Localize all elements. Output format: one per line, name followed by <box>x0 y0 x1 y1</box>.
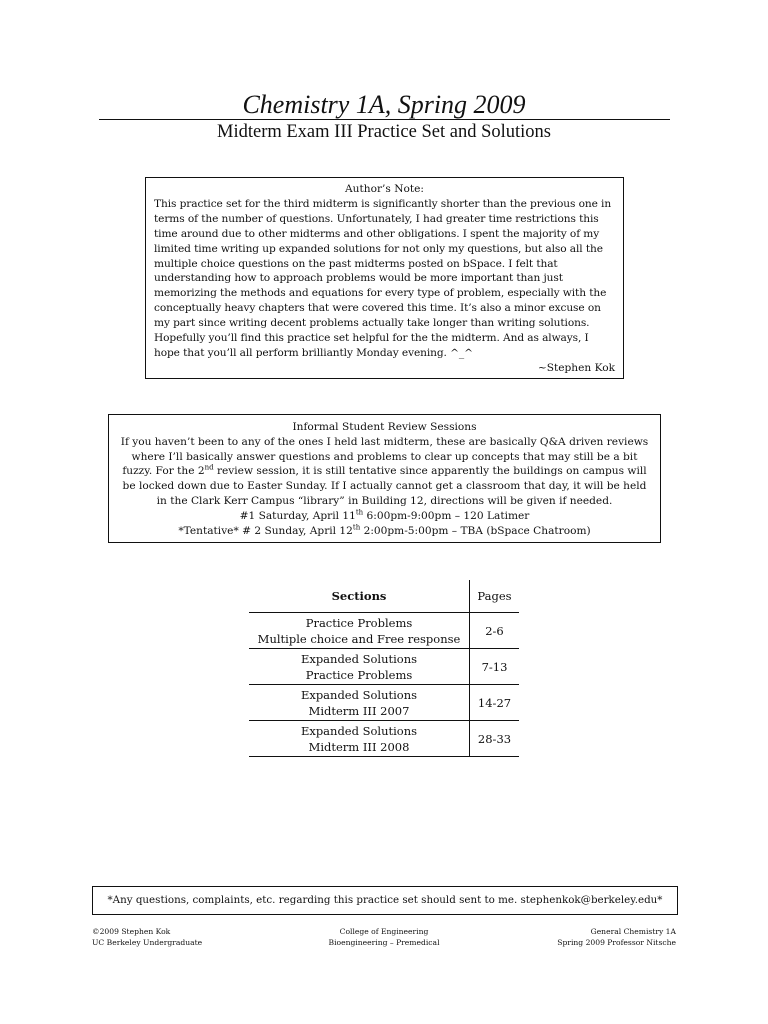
table-row <box>249 721 519 757</box>
section-line-2: Multiple choice and Free response <box>257 631 461 646</box>
section-cell <box>249 685 470 721</box>
footer-left <box>92 926 202 948</box>
review-session-1 <box>117 509 652 524</box>
footer-course: General Chemistry 1A <box>590 927 676 936</box>
sections-column-header: Sections <box>331 589 387 603</box>
footer-right <box>557 926 676 948</box>
section-cell <box>249 721 470 757</box>
section-line-1: Expanded Solutions <box>300 723 418 738</box>
table-row <box>249 613 519 649</box>
table-row <box>249 685 519 721</box>
section-line-2: Midterm III 2008 <box>308 739 410 754</box>
pages-cell: 28-33 <box>470 721 520 757</box>
authors-note-box <box>145 177 624 379</box>
footer-major: Bioengineering – Premedical <box>328 938 440 947</box>
review-body-part1: If you haven’t been to any of the ones I held last midterm, these are basically Q&A driven reviews where I’ll basically answer questions and problems to clear up concepts that may still be a bit fuzzy. For the 2 <box>120 435 649 478</box>
footer-affiliation: UC Berkeley Undergraduate <box>92 938 203 947</box>
session-2-details: 2:00pm-5:00pm – TBA (bSpace Chatroom) <box>360 524 591 537</box>
document-subtitle: Midterm Exam III Practice Set and Solutions <box>217 122 551 142</box>
authors-note-body: This practice set for the third midterm is significantly shorter than the previous one in terms of the number of questions. Unfortunately, I had greater time restrictions this time around due to other midterms and other obligations. I spent the majority of my limited time writing up expanded solutions for not only my questions, but also all the multiple choice questions on the past midterms posted on bSpace. I felt that understanding how to approach problems would be more important than just memorizing the methods and equations for every type of problem, especially with the conceptually heavy chapters that were covered this time. It’s also a minor excuse on my part since writing decent problems actually take longer than writing solutions. Hopefully you’ll find this practice set helpful for the the midterm. And as always, I hope that you’ll all perform brilliantly Monday evening. ^_^ <box>154 197 612 359</box>
review-body-superscript: nd <box>204 463 214 472</box>
authors-note-heading: Author’s Note: <box>345 183 424 195</box>
session-2-date: *Tentative* # 2 Sunday, April 12 <box>178 524 353 537</box>
footer-term-professor: Spring 2009 Professor Nitsche <box>557 938 676 947</box>
session-1-date: #1 Saturday, April 11 <box>239 509 356 522</box>
title-underline-rule <box>99 119 670 120</box>
section-line-1: Expanded Solutions <box>300 687 418 702</box>
section-line-2: Practice Problems <box>305 667 413 682</box>
pages-cell: 7-13 <box>470 649 520 685</box>
footer-center <box>284 926 484 948</box>
document-title: Chemistry 1A, Spring 2009 <box>242 90 526 119</box>
questions-contact-box: *Any questions, complaints, etc. regarding this practice set should sent to me. stephenkok@berkeley.edu* <box>92 886 678 915</box>
review-body-part2: review session, it is still tentative since apparently the buildings on campus will be locked down due to Easter Sunday. If I actually cannot get a classroom that day, it will be held in the Clark Kerr Campus “library” in Building 12, directions will be given if needed. <box>122 465 647 507</box>
sections-table <box>249 580 519 757</box>
table-row <box>249 649 519 685</box>
footer-copyright: ©2009 Stephen Kok <box>92 927 171 936</box>
review-session-2 <box>117 524 652 539</box>
authors-note-signature: ~Stephen Kok <box>537 361 615 374</box>
pages-cell: 2-6 <box>470 613 520 649</box>
section-cell <box>249 613 470 649</box>
section-line-1: Practice Problems <box>305 615 413 630</box>
review-sessions-box <box>108 414 661 543</box>
session-1-details: 6:00pm-9:00pm – 120 Latimer <box>363 509 530 522</box>
session-1-superscript: th <box>355 508 364 517</box>
review-sessions-heading: Informal Student Review Sessions <box>292 421 477 433</box>
section-line-2: Midterm III 2007 <box>308 703 410 718</box>
section-line-1: Expanded Solutions <box>300 651 418 666</box>
review-sessions-body <box>117 435 652 509</box>
sections-table-header <box>249 580 519 613</box>
pages-column-header: Pages <box>470 580 520 613</box>
session-2-superscript: th <box>352 523 361 532</box>
pages-cell: 14-27 <box>470 685 520 721</box>
section-cell <box>249 649 470 685</box>
footer-college: College of Engineering <box>339 927 429 936</box>
